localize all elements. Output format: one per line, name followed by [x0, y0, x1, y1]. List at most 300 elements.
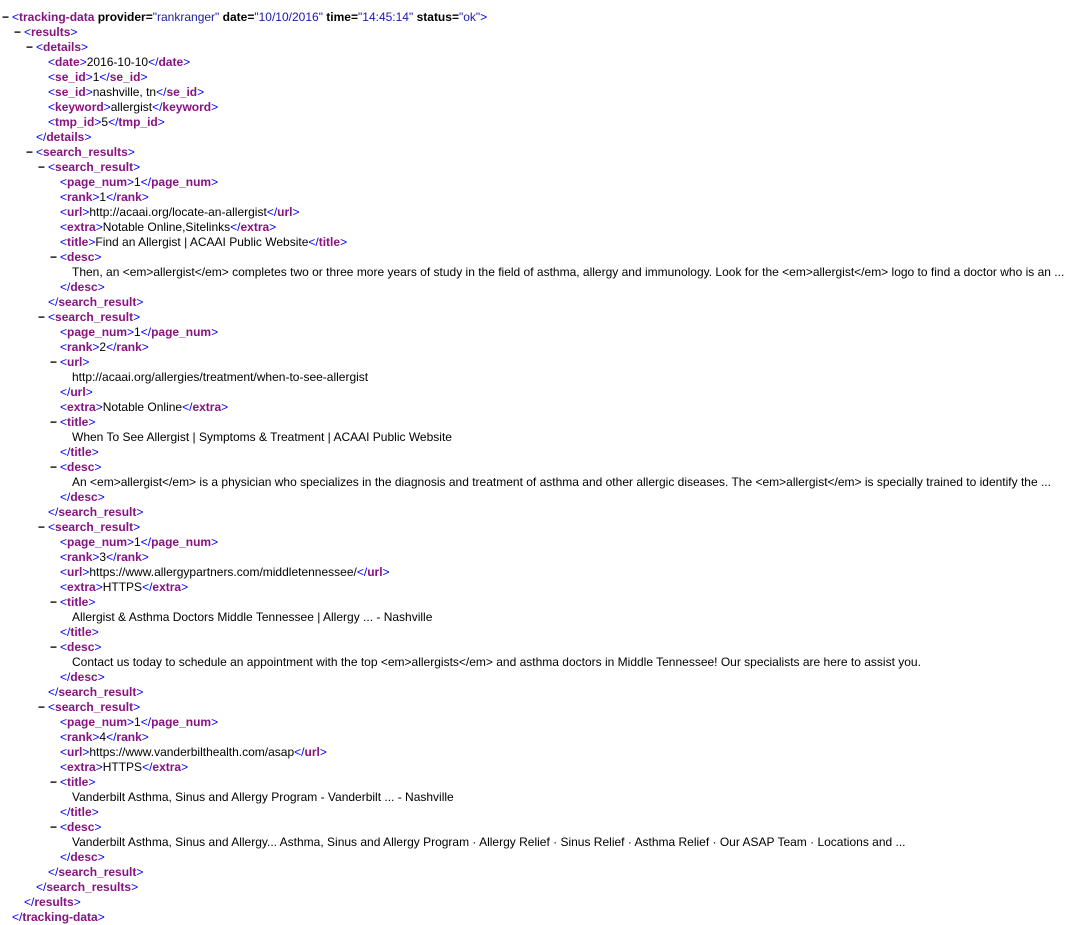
tag-bracket: > [94, 820, 102, 834]
tag-bracket: > [94, 250, 102, 264]
attribute-value: 10/10/2016 [258, 10, 319, 24]
tag-bracket: </ [48, 865, 59, 879]
tag-name: page_num [151, 715, 212, 729]
element-tmp_id [0, 115, 1075, 130]
tag-bracket: > [82, 205, 90, 219]
tree-row [0, 910, 1075, 925]
element-text: http://acaai.org/allergies/treatment/when-to-see-allergist [72, 370, 369, 384]
tag-bracket: > [181, 580, 189, 594]
tree-row [0, 685, 1075, 700]
tree-row [0, 445, 1075, 460]
tag-bracket: </ [294, 745, 305, 759]
tree-row [0, 880, 1075, 895]
tag-name: url [67, 355, 83, 369]
tag-bracket: < [60, 640, 68, 654]
element-text: Then, an <em>allergist</em> completes two or three more years of study in the field of asthma, allergy and immunology. Look for the <em>allergist</em> logo to find a doctor who is an ... [72, 265, 1065, 279]
tree-row [0, 790, 1075, 805]
tag-bracket: > [88, 595, 96, 609]
collapse-toggle-icon[interactable]: − [38, 700, 46, 714]
tag-bracket: > [91, 445, 99, 459]
element-page_num [0, 715, 1075, 730]
element-text: When To See Allergist | Symptoms & Treatment | ACAAI Public Website [72, 430, 452, 444]
element-extra [0, 580, 1075, 595]
tag-bracket: > [73, 895, 81, 909]
attribute-quote: " [152, 10, 158, 24]
collapse-toggle-icon[interactable]: − [50, 640, 58, 654]
tree-row [0, 865, 1075, 880]
element-text: 1 [134, 325, 141, 339]
tag-bracket: </ [266, 205, 278, 219]
collapse-toggle-icon[interactable]: − [38, 310, 46, 324]
tag-bracket: > [85, 85, 93, 99]
tag-bracket: </ [24, 895, 35, 909]
tag-bracket: > [269, 220, 277, 234]
tag-name: page_num [67, 715, 128, 729]
tag-name: search_results [43, 145, 128, 159]
tag-bracket: < [48, 160, 56, 174]
tag-bracket: > [70, 25, 78, 39]
tag-bracket: < [60, 565, 68, 579]
tree-row [0, 805, 1075, 820]
tag-bracket: < [60, 355, 68, 369]
tag-name: desc [67, 460, 95, 474]
tag-bracket: < [48, 85, 56, 99]
element-text: 2016-10-10 [86, 55, 149, 69]
attribute-value: rankranger [157, 10, 216, 24]
tag-bracket: < [48, 520, 56, 534]
tag-name: title [70, 445, 92, 459]
element-title [0, 235, 1075, 250]
tag-bracket: </ [140, 535, 152, 549]
element-se_id [0, 70, 1075, 85]
element-text: 1 [134, 715, 141, 729]
element-text: 1 [134, 535, 141, 549]
tag-bracket: < [60, 205, 68, 219]
tag-bracket: </ [140, 175, 152, 189]
tag-name: page_num [67, 175, 128, 189]
collapse-toggle-icon[interactable]: − [50, 775, 58, 789]
element-desc [0, 820, 1075, 835]
tag-bracket: > [133, 700, 141, 714]
collapse-toggle-icon[interactable]: − [26, 40, 34, 54]
tag-name: desc [70, 280, 98, 294]
element-search_results [0, 145, 1075, 160]
tag-bracket: > [136, 505, 144, 519]
tag-bracket: > [131, 880, 139, 894]
tag-bracket: > [85, 385, 93, 399]
attribute-equals: = [451, 10, 459, 24]
tag-bracket: </ [60, 850, 71, 864]
tag-name: results [34, 895, 74, 909]
tag-name: search_result [58, 295, 137, 309]
tag-name: keyword [162, 100, 212, 114]
tag-name: title [70, 625, 92, 639]
tag-name: keyword [55, 100, 104, 114]
tag-name: title [67, 775, 89, 789]
tag-name: date [55, 55, 80, 69]
tag-bracket: </ [60, 490, 71, 504]
tag-name: se_id [166, 85, 198, 99]
tag-bracket: > [85, 70, 93, 84]
tag-name: desc [70, 490, 98, 504]
collapse-toggle-icon[interactable]: − [50, 595, 58, 609]
tag-name: rank [116, 340, 142, 354]
tag-name: url [367, 565, 383, 579]
tag-bracket: > [197, 85, 205, 99]
tag-name: rank [116, 550, 142, 564]
tag-bracket: > [88, 235, 96, 249]
tag-name: rank [67, 730, 93, 744]
tag-bracket: > [97, 670, 105, 684]
tag-name: tmp_id [118, 115, 158, 129]
element-text: Vanderbilt Asthma, Sinus and Allergy Program - Vanderbilt ... - Nashville [72, 790, 454, 804]
tag-bracket: > [88, 775, 96, 789]
tag-bracket: < [60, 550, 68, 564]
element-page_num [0, 325, 1075, 340]
tag-name: extra [192, 400, 222, 414]
tag-bracket: > [133, 310, 141, 324]
tag-bracket: < [60, 175, 68, 189]
tag-bracket: </ [60, 445, 71, 459]
element-text: Vanderbilt Asthma, Sinus and Allergy... Asthma, Sinus and Allergy Program · Allergy Relief · Sinus Relief · Asthma Relief · Our ASAP Team · Locations and ... [72, 835, 906, 849]
element-url [0, 565, 1075, 580]
collapse-toggle-icon[interactable]: − [50, 415, 58, 429]
tag-bracket: </ [106, 730, 117, 744]
element-details [0, 40, 1075, 55]
tag-name: page_num [67, 325, 128, 339]
collapse-toggle-icon[interactable]: − [50, 250, 58, 264]
element-rank [0, 550, 1075, 565]
tag-bracket: < [60, 250, 68, 264]
tag-bracket: > [319, 745, 327, 759]
tag-bracket: > [92, 550, 100, 564]
tag-name: extra [67, 760, 96, 774]
tag-bracket: > [340, 235, 348, 249]
tag-bracket: < [60, 775, 68, 789]
tag-name: search_result [55, 310, 134, 324]
element-text: 2 [99, 340, 107, 354]
tag-bracket: > [92, 340, 100, 354]
element-url [0, 745, 1075, 760]
tag-bracket: < [60, 715, 68, 729]
element-text: 4 [99, 730, 107, 744]
tag-bracket: < [60, 595, 68, 609]
tag-name: title [67, 595, 89, 609]
tag-bracket: </ [60, 625, 71, 639]
attribute-name: time [326, 10, 351, 24]
attribute-value: 14:45:14 [362, 10, 409, 24]
tag-name: desc [70, 670, 98, 684]
tag-bracket: > [127, 175, 135, 189]
tag-name: tracking-data [22, 910, 98, 924]
tag-bracket: < [36, 40, 44, 54]
tag-name: page_num [151, 175, 212, 189]
tag-bracket: </ [140, 715, 152, 729]
tag-name: title [67, 235, 89, 249]
tag-bracket: < [60, 235, 68, 249]
tree-row [0, 655, 1075, 670]
tag-name: desc [70, 850, 98, 864]
tag-bracket: </ [148, 55, 159, 69]
tree-row [0, 475, 1075, 490]
element-title [0, 775, 1075, 790]
element-search_result [0, 310, 1075, 325]
tag-bracket: > [81, 40, 89, 54]
tag-name: url [304, 745, 320, 759]
tag-bracket: </ [106, 190, 117, 204]
tag-bracket: > [84, 130, 92, 144]
collapse-toggle-icon[interactable]: − [14, 25, 22, 39]
tag-bracket: </ [142, 580, 153, 594]
element-desc [0, 460, 1075, 475]
element-text: 3 [99, 550, 107, 564]
tag-bracket: > [141, 190, 149, 204]
tag-bracket: </ [230, 220, 241, 234]
tag-name: search_result [58, 865, 137, 879]
tag-bracket: < [48, 70, 56, 84]
tag-name: details [46, 130, 85, 144]
tag-bracket: </ [106, 550, 117, 564]
tag-name: rank [116, 190, 142, 204]
tag-bracket: > [140, 70, 148, 84]
tag-name: title [70, 805, 92, 819]
tree-row [0, 295, 1075, 310]
tag-bracket: </ [356, 565, 368, 579]
tag-bracket: > [91, 625, 99, 639]
tag-bracket: > [136, 685, 144, 699]
tag-bracket: < [48, 55, 56, 69]
tag-bracket: > [94, 640, 102, 654]
tree-row [0, 610, 1075, 625]
collapse-toggle-icon[interactable]: − [50, 820, 58, 834]
attribute-quote: " [458, 10, 464, 24]
tag-bracket: > [211, 100, 219, 114]
tag-bracket: > [157, 115, 165, 129]
tag-bracket: </ [308, 235, 319, 249]
tag-bracket: > [141, 550, 149, 564]
tree-row [0, 385, 1075, 400]
tag-name: url [70, 385, 86, 399]
tag-bracket: > [97, 490, 105, 504]
element-text: HTTPS [102, 760, 143, 774]
tag-bracket: > [94, 460, 102, 474]
tag-name: details [43, 40, 82, 54]
tag-bracket: < [60, 415, 68, 429]
tag-name: se_id [55, 85, 86, 99]
tree-row [0, 130, 1075, 145]
collapse-toggle-icon[interactable]: − [38, 520, 46, 534]
tag-bracket: < [60, 400, 68, 414]
tag-bracket: </ [48, 295, 59, 309]
tag-bracket: > [92, 190, 100, 204]
element-text: 1 [92, 70, 100, 84]
tag-bracket: < [60, 745, 68, 759]
tag-bracket: < [60, 730, 68, 744]
attribute-quote: " [318, 10, 323, 24]
element-text: 1 [99, 190, 107, 204]
attribute-equals: = [145, 10, 153, 24]
attribute-quote: " [475, 10, 481, 24]
tag-name: extra [240, 220, 270, 234]
tag-name: rank [67, 550, 93, 564]
attribute-quote: " [254, 10, 259, 24]
tag-bracket: > [103, 100, 111, 114]
tree-row [0, 505, 1075, 520]
tag-name: se_id [109, 70, 141, 84]
tag-bracket: < [60, 460, 68, 474]
tag-bracket: < [60, 760, 68, 774]
element-rank [0, 730, 1075, 745]
tag-bracket: </ [152, 100, 163, 114]
tag-name: search_result [55, 160, 134, 174]
tag-name: extra [67, 220, 96, 234]
tag-bracket: </ [99, 70, 110, 84]
tree-row [0, 430, 1075, 445]
element-url [0, 205, 1075, 220]
tag-name: search_results [46, 880, 132, 894]
tag-name: tmp_id [55, 115, 95, 129]
tag-name: url [67, 745, 83, 759]
element-desc [0, 640, 1075, 655]
tag-bracket: > [97, 850, 105, 864]
attribute-name: date [222, 10, 248, 24]
tag-name: search_result [58, 505, 137, 519]
tag-bracket: < [12, 10, 20, 24]
tag-name: title [67, 415, 89, 429]
tag-bracket: > [88, 415, 96, 429]
element-text: An <em>allergist</em> is a physician who specializes in the diagnosis and treatment of asthma and other allergic diseases. The <em>allergist</em> is specially trained to identify the ... [72, 475, 1051, 489]
tag-name: search_result [58, 685, 137, 699]
tag-name: extra [67, 400, 96, 414]
tag-bracket: </ [36, 880, 47, 894]
tag-bracket: < [60, 325, 68, 339]
tag-name: page_num [151, 535, 212, 549]
tree-row [0, 490, 1075, 505]
attribute-name: provider [97, 10, 146, 24]
element-text: Notable Online [102, 400, 183, 414]
tag-bracket: </ [182, 400, 193, 414]
tag-name: desc [67, 820, 95, 834]
element-text: https://www.vanderbilthealth.com/asap [89, 745, 295, 759]
collapse-toggle-icon[interactable]: − [50, 355, 58, 369]
tree-row [0, 895, 1075, 910]
tag-name: page_num [67, 535, 128, 549]
tag-bracket: > [211, 175, 219, 189]
tag-bracket: < [60, 820, 68, 834]
element-search_result [0, 160, 1075, 175]
tag-name: desc [67, 640, 95, 654]
tag-bracket: < [60, 580, 68, 594]
tag-name: extra [67, 580, 96, 594]
tag-bracket: < [48, 310, 56, 324]
collapse-toggle-icon[interactable]: − [38, 160, 46, 174]
tag-bracket: </ [48, 505, 59, 519]
tag-name: rank [116, 730, 142, 744]
attribute-value: ok [463, 10, 476, 24]
tag-bracket: > [141, 730, 149, 744]
tag-bracket: > [480, 10, 488, 24]
element-text: http://acaai.org/locate-an-allergist [89, 205, 267, 219]
tag-bracket: > [82, 355, 90, 369]
tag-name: results [31, 25, 71, 39]
tag-bracket: > [127, 715, 135, 729]
tag-bracket: > [292, 205, 300, 219]
element-url [0, 355, 1075, 370]
tag-bracket: < [60, 190, 68, 204]
element-keyword [0, 100, 1075, 115]
element-rank [0, 190, 1075, 205]
tag-bracket: </ [36, 130, 47, 144]
tag-name: date [158, 55, 184, 69]
collapse-toggle-icon[interactable]: − [2, 10, 10, 24]
element-extra [0, 760, 1075, 775]
tag-bracket: > [181, 760, 189, 774]
tree-row [0, 280, 1075, 295]
element-se_id [0, 85, 1075, 100]
tag-bracket: > [92, 730, 100, 744]
tag-name: desc [67, 250, 95, 264]
tag-bracket: > [97, 910, 105, 924]
element-results [0, 25, 1075, 40]
tree-row [0, 850, 1075, 865]
tag-name: url [67, 205, 83, 219]
tag-bracket: > [82, 745, 90, 759]
tag-bracket: > [127, 535, 135, 549]
collapse-toggle-icon[interactable]: − [50, 460, 58, 474]
tag-bracket: </ [60, 670, 71, 684]
tag-bracket: </ [60, 805, 71, 819]
tag-bracket: </ [142, 760, 153, 774]
element-search_result [0, 700, 1075, 715]
tag-bracket: > [94, 115, 102, 129]
tag-bracket: > [79, 55, 87, 69]
tag-name: extra [152, 760, 182, 774]
tag-bracket: </ [156, 85, 167, 99]
tag-bracket: > [95, 220, 103, 234]
element-rank [0, 340, 1075, 355]
tag-bracket: > [95, 400, 103, 414]
tag-bracket: < [60, 340, 68, 354]
attribute-name: status [416, 10, 452, 24]
element-date [0, 55, 1075, 70]
tag-name: title [318, 235, 341, 249]
attribute-quote: " [408, 10, 414, 24]
tag-bracket: < [24, 25, 32, 39]
element-extra [0, 220, 1075, 235]
tag-bracket: > [82, 565, 90, 579]
element-title [0, 415, 1075, 430]
tag-name: se_id [55, 70, 86, 84]
tag-bracket: < [48, 700, 56, 714]
element-title [0, 595, 1075, 610]
element-text: Contact us today to schedule an appointment with the top <em>allergists</em> and asthma doctors in Middle Tennessee! Our specialists are here to assist you. [72, 655, 921, 669]
tag-bracket: > [133, 160, 141, 174]
element-desc [0, 250, 1075, 265]
tag-bracket: < [60, 535, 68, 549]
tag-name: url [67, 565, 83, 579]
tag-name: extra [152, 580, 182, 594]
tag-name: rank [67, 340, 93, 354]
tag-bracket: </ [60, 385, 71, 399]
tag-bracket: > [95, 580, 103, 594]
tag-bracket: > [97, 280, 105, 294]
collapse-toggle-icon[interactable]: − [26, 145, 34, 159]
element-text: 1 [134, 175, 141, 189]
tag-bracket: </ [108, 115, 119, 129]
tag-bracket: > [183, 55, 191, 69]
attribute-equals: = [350, 10, 358, 24]
tag-name: page_num [151, 325, 212, 339]
